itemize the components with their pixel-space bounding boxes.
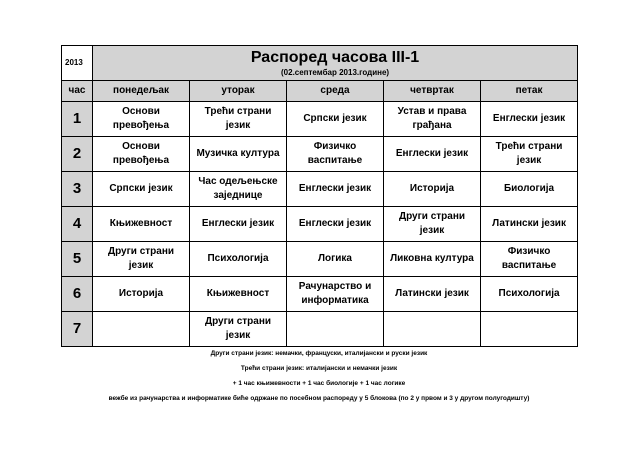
lesson-cell: Биологија (481, 172, 578, 207)
lesson-cell (481, 312, 578, 347)
lesson-cell: Енглески језик (190, 207, 287, 242)
table-row (62, 172, 578, 207)
lesson-cell: Ликовна култура (384, 242, 481, 277)
lesson-cell: Основи превођења (93, 102, 190, 137)
lesson-cell: Енглески језик (481, 102, 578, 137)
lesson-cell: Историја (384, 172, 481, 207)
lesson-cell: Енглески језик (384, 137, 481, 172)
lesson-cell: Логика (287, 242, 384, 277)
lesson-cell: Латински језик (481, 207, 578, 242)
table-row (62, 312, 578, 347)
lesson-cell: Физичко васпитање (481, 242, 578, 277)
lesson-cell (384, 312, 481, 347)
note-line: Трећи страни језик: италијански и немачки језик (240, 365, 398, 372)
note-line: вежбе из рачунарства и информатике биће одржане по посебном распореду у 5 блокова (по 2 у првом и 3 у другом полугодишту) (108, 395, 530, 402)
header-row (62, 81, 578, 102)
title-cell (93, 46, 578, 81)
lesson-cell: Српски језик (287, 102, 384, 137)
lesson-cell: Српски језик (93, 172, 190, 207)
lesson-cell: Основи превођења (93, 137, 190, 172)
schedule-table (61, 45, 578, 347)
header-day: уторак (190, 81, 287, 102)
page-title: Распоред часова III-1 (250, 48, 420, 66)
header-day: понедељак (93, 81, 190, 102)
note-line: Други страни језик: немачки, француски, италијански и руски језик (210, 350, 428, 357)
hour-number: 1 (62, 102, 93, 137)
lesson-cell: Енглески језик (287, 207, 384, 242)
lesson-cell: Трећи страни језик (190, 102, 287, 137)
lesson-cell: Други страни језик (190, 312, 287, 347)
lesson-cell: Енглески језик (287, 172, 384, 207)
hour-number: 7 (62, 312, 93, 347)
hour-number: 3 (62, 172, 93, 207)
table-row (62, 137, 578, 172)
lesson-cell: Музичка култура (190, 137, 287, 172)
header-day: четвртак (384, 81, 481, 102)
lesson-cell: Други страни језик (93, 242, 190, 277)
page-subtitle: (02.септембар 2013.годинe) (281, 67, 390, 77)
header-day: петак (481, 81, 578, 102)
table-row (62, 102, 578, 137)
lesson-cell: Други страни језик (384, 207, 481, 242)
header-hour: час (62, 81, 93, 102)
lesson-cell: Латински језик (384, 277, 481, 312)
title-row (62, 46, 578, 81)
lesson-cell: Књижевност (93, 207, 190, 242)
lesson-cell: Физичко васпитање (287, 137, 384, 172)
lesson-cell (93, 312, 190, 347)
lesson-cell: Рачунарство и информатика (287, 277, 384, 312)
table-row (62, 207, 578, 242)
hour-number: 2 (62, 137, 93, 172)
lesson-cell: Час одељењске заједнице (190, 172, 287, 207)
lesson-cell (287, 312, 384, 347)
table-row (62, 242, 578, 277)
lesson-cell: Психологија (190, 242, 287, 277)
table-row (62, 277, 578, 312)
hour-number: 6 (62, 277, 93, 312)
lesson-cell: Устав и права грађана (384, 102, 481, 137)
lesson-cell: Књижевност (190, 277, 287, 312)
lesson-cell: Историја (93, 277, 190, 312)
lesson-cell: Психологија (481, 277, 578, 312)
note-line: + 1 час књижевности + 1 час биологије + 1 час логике (232, 380, 406, 387)
header-day: среда (287, 81, 384, 102)
year-cell: 2013 (62, 46, 93, 81)
hour-number: 4 (62, 207, 93, 242)
lesson-cell: Трећи страни језик (481, 137, 578, 172)
hour-number: 5 (62, 242, 93, 277)
